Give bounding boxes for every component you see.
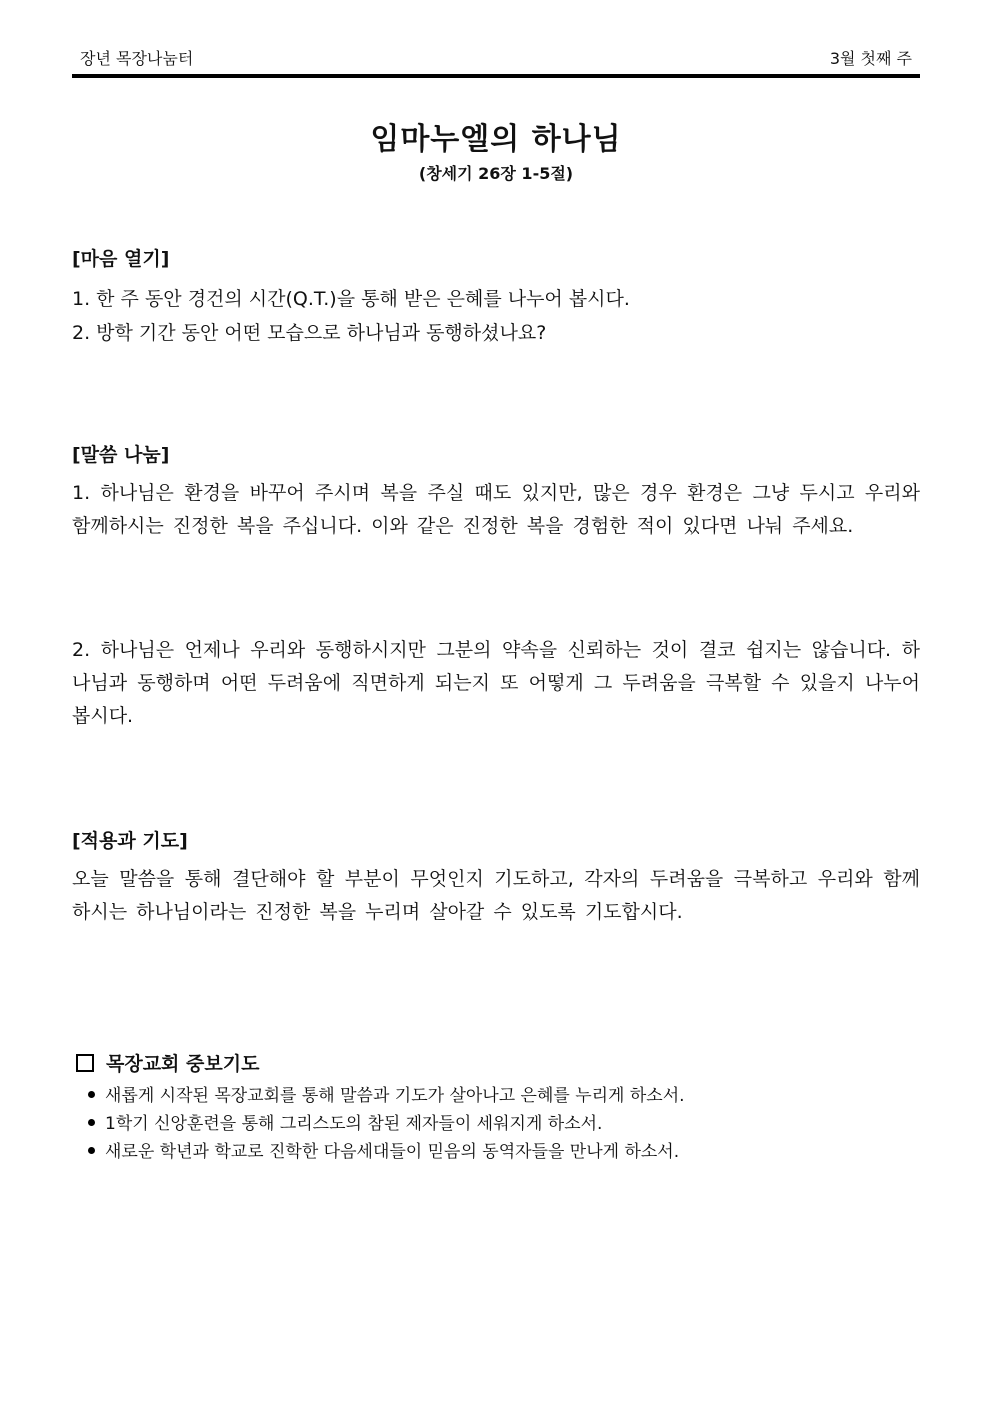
checkbox-square-icon (76, 1054, 94, 1072)
section-heading-open-heart: [마음 열기] (72, 248, 170, 270)
open-heart-item-1: 1. 한 주 동안 경건의 시간(Q.T.)을 통해 받은 은혜를 나누어 봅시다. (72, 288, 630, 310)
header-right-label: 3월 첫째 주 (829, 49, 912, 68)
section-heading-word-sharing: [말씀 나눔] (72, 444, 170, 466)
header-left-label: 장년 목장나눔터 (80, 49, 194, 68)
open-heart-item-2: 2. 방학 기간 동안 어떤 모습으로 하나님과 동행하셨나요? (72, 322, 547, 344)
intercession-heading (72, 1049, 259, 1076)
intercession-item-1: 새롭게 시작된 목장교회를 통해 말씀과 기도가 살아나고 은혜를 누리게 하소서. (105, 1086, 685, 1106)
list-item (84, 1138, 685, 1166)
bullet-icon (88, 1147, 95, 1154)
list-item (84, 1082, 685, 1110)
section-heading-application-prayer: [적용과 기도] (72, 830, 188, 852)
intercession-heading-label: 목장교회 중보기도 (106, 1053, 260, 1075)
application-prayer-text: 오늘 말씀을 통해 결단해야 할 부분이 무엇인지 기도하고, 각자의 두려움을 극복하고 우리와 함께 하시는 하나님이라는 진정한 복을 누리며 살아갈 수 있도록 기도합시다. (72, 868, 920, 923)
page-header (72, 38, 920, 78)
word-sharing-item-1: 1. 하나님은 환경을 바꾸어 주시며 복을 주실 때도 있지만, 많은 경우 환경은 그냥 두시고 우리와 함께하시는 진정한 복을 주십니다. 이와 같은 진정한 복을 경험한 적이 있다면 나눠 주세요. (72, 482, 920, 537)
page-title: 임마누엘의 하나님 (370, 122, 622, 157)
bullet-icon (88, 1119, 95, 1126)
word-sharing-item-2: 2. 하나님은 언제나 우리와 동행하시지만 그분의 약속을 신뢰하는 것이 결코 쉽지는 않습니다. 하나님과 동행하며 어떤 두려움에 직면하게 되는지 또 어떻게 그 두려움을 극복할 수 있을지 나누어 봅시다. (72, 639, 920, 727)
intercession-item-3: 새로운 학년과 학교로 진학한 다음세대들이 믿음의 동역자들을 만나게 하소서. (105, 1142, 680, 1162)
intercession-item-2: 1학기 신앙훈련을 통해 그리스도의 참된 제자들이 세워지게 하소서. (105, 1114, 603, 1134)
list-item (84, 1110, 685, 1138)
page-subtitle: (창세기 26장 1-5절) (418, 164, 574, 183)
intercession-list (84, 1082, 685, 1166)
bullet-icon (88, 1091, 95, 1098)
